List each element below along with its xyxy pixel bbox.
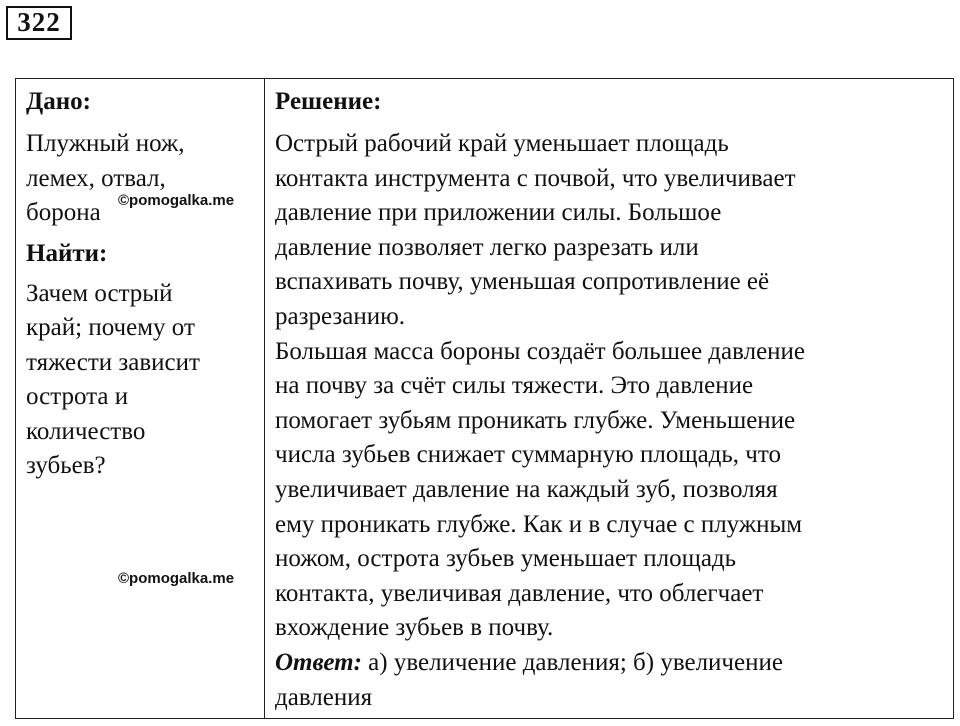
solution-heading: Решение:	[275, 88, 382, 115]
solution-line: числа зубьев снижает суммарную площадь, что	[275, 441, 781, 469]
answer-line: давления	[275, 683, 373, 711]
solution-line: разрезанию.	[275, 302, 406, 330]
find-line: количество	[26, 417, 146, 445]
answer	[275, 646, 943, 715]
solution-table	[15, 78, 954, 719]
watermark: ©pomogalka.me	[118, 570, 235, 587]
find-text	[26, 277, 264, 484]
solution-text	[275, 127, 943, 715]
watermark: ©pomogalka.me	[118, 192, 235, 209]
solution-column	[265, 79, 953, 718]
solution-line: увеличивает давление на каждый зуб, позволяя	[275, 475, 778, 503]
find-heading: Найти:	[26, 239, 108, 267]
task-number: 322	[6, 6, 72, 40]
solution-line: вхождение зубьев в почву.	[275, 614, 554, 642]
solution-line: давление при приложении силы. Большое	[275, 199, 722, 227]
solution-line: на почву за счёт силы тяжести. Это давление	[275, 372, 754, 400]
given-text	[26, 127, 264, 231]
find-line: зубьев?	[26, 452, 106, 479]
given-heading: Дано:	[26, 88, 91, 115]
find-line: тяжести зависит	[26, 348, 200, 376]
answer-line	[275, 646, 943, 681]
find-line: Зачем острый	[26, 279, 173, 307]
find-line: край; почему от	[26, 314, 195, 341]
solution-line: вспахивать почву, уменьшая сопротивление её	[275, 268, 770, 296]
answer-text: а) увеличение давления; б) увеличение	[361, 648, 783, 676]
solution-line: контакта, увеличивая давление, что облегчает	[275, 579, 764, 607]
solution-line: давление позволяет легко разрезать или	[275, 233, 699, 261]
answer-label: Ответ:	[275, 648, 362, 676]
solution-line: контакта инструмента с почвой, что увеличивает	[275, 164, 796, 192]
solution-line: ему проникать глубже. Как и в случае с плужным	[275, 510, 803, 538]
given-line: борона	[26, 199, 101, 226]
solution-line: Острый рабочий край уменьшает площадь	[275, 130, 729, 157]
find-line: острота и	[26, 383, 129, 410]
given-column	[16, 79, 265, 718]
solution-line: Большая масса бороны создаёт большее давление	[275, 337, 806, 365]
solution-paragraph-1	[275, 127, 943, 335]
solution-line: помогает зубьям проникать глубже. Уменьшение	[275, 406, 796, 434]
given-line: лемех, отвал,	[26, 164, 166, 192]
solution-paragraph-2	[275, 335, 943, 646]
solution-line: ножом, острота зубьев уменьшает площадь	[275, 545, 737, 573]
given-line: Плужный нож,	[26, 130, 185, 157]
